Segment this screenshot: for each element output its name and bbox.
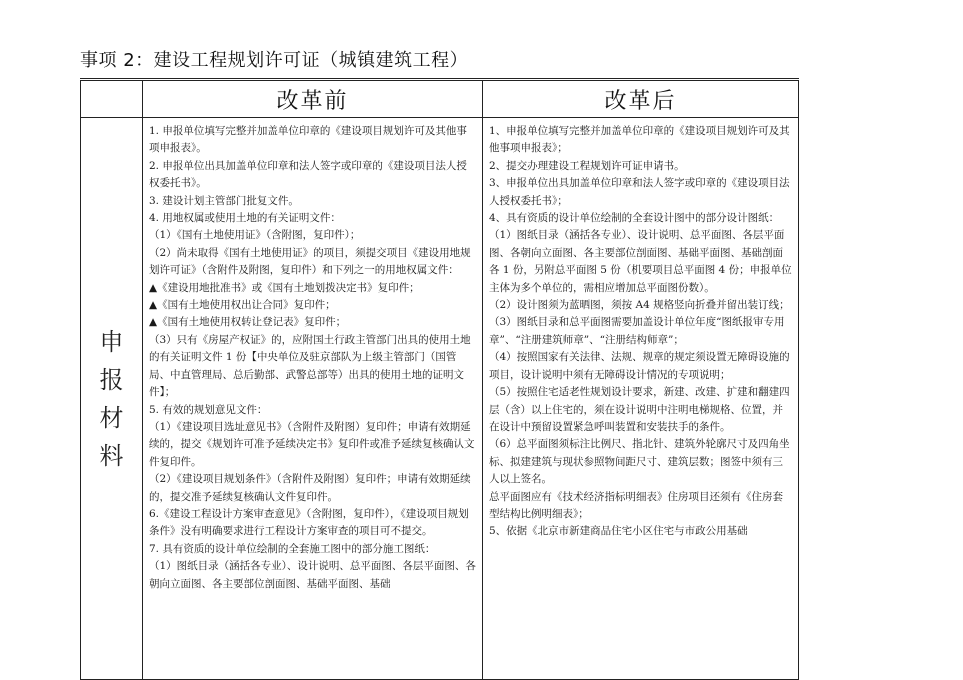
header-corner-cell <box>81 80 143 118</box>
after-line: （5）按照住宅适老性规划设计要求，新建、改建、扩建和翻建四层（含）以上住宅的，须在设计说明中注明电梯规格、位置，并在设计中预留设置紧急呼叫装置和安装扶手的条件。 <box>489 386 790 433</box>
after-line: 3、申报单位出具加盖单位印章和法人签字或印章的《建设项目法人授权委托书》； <box>489 177 790 207</box>
before-column <box>143 118 483 680</box>
before-line: 3. 建设计划主管部门批复文件。 <box>149 194 299 207</box>
after-line: （4）按照国家有关法律、法规、规章的规定须设置无障碍设施的项目，设计说明中须有无障碍设计情况的专项说明； <box>489 351 790 381</box>
header-after: 改革后 <box>483 80 799 118</box>
before-line: ▲《国有土地使用权出让合同》复印件； <box>149 299 336 312</box>
before-line: 1. 申报单位填写完整并加盖单位印章的《建设项目规划许可及其他事项申报表》。 <box>149 125 467 155</box>
row-label-char: 材 <box>99 403 124 432</box>
after-column <box>483 118 799 680</box>
row-label-char: 申 <box>99 327 124 356</box>
header-row <box>81 80 799 118</box>
before-line: 7. 具有资质的设计单位绘制的全套施工图中的部分施工图纸： <box>149 542 436 555</box>
after-line: 5、依据《北京市新建商品住宅小区住宅与市政公用基础 <box>489 525 748 538</box>
before-line: （2）《建设项目规划条件》（含附件及附图）复印件；申请有效期延续的，提交准予延续复核确认文件复印件。 <box>149 473 471 503</box>
page-title: 事项 2：建设工程规划许可证（城镇建筑工程） <box>80 50 469 71</box>
before-line: （3）只有《房屋产权证》的，应附国土行政主管部门出具的使用土地的有关证明文件 1 份【中央单位及驻京部队为上级主管部门（国管局、中直管理局、总后勤部、武警总部等）出具的使用土地的证明文件】； <box>149 333 471 399</box>
requirements-table <box>80 78 799 680</box>
row-label-char: 料 <box>99 441 124 470</box>
row-label-materials <box>81 118 143 680</box>
after-line: 1、申报单位填写完整并加盖单位印章的《建设项目规划许可及其他事项申报表》； <box>489 125 790 155</box>
before-line: （1）《建设项目选址意见书》（含附件及附图）复印件；申请有效期延续的，提交《规划许可准予延续决定书》复印件或准予延续复核确认文件复印件。 <box>149 420 475 468</box>
after-line: （2）设计图须为蓝晒图，须按 A4 规格竖向折叠并留出装订线； <box>489 299 790 312</box>
before-line: ▲《国有土地使用权转让登记表》复印件； <box>149 316 347 329</box>
before-line: （1）图纸目录（涵括各专业）、设计说明、总平面图、各层平面图、各朝向立面图、各主要部位剖面图、基础平面图、基础 <box>149 560 476 590</box>
after-line: 总平面图应有《技术经济指标明细表》住房项目还须有《住房套型结构比例明细表》； <box>489 490 783 520</box>
before-line: （1）《国有土地使用证》（含附图，复印件）； <box>149 229 361 242</box>
after-line: （3）图纸目录和总平面图需要加盖设计单位年度“图纸报审专用章”、“注册建筑师章”、“注册结构师章”； <box>489 316 785 346</box>
row-label-char: 报 <box>99 365 124 394</box>
after-line: 2、提交办理建设工程规划许可证申请书。 <box>489 159 685 172</box>
after-line: （1）图纸目录（涵括各专业）、设计说明、总平面图、各层平面图、各朝向立面图、各主要部位剖面图、基础平面图、基础剖面各 1 份，另附总平面图 5 份（机要项目总平面图 4 份；申报单位主体为多个单位的，需相应增加总平面图份数）。 <box>489 229 792 294</box>
header-before: 改革前 <box>143 80 483 118</box>
before-line: 6.《建设工程设计方案审查意见》（含附图，复印件），《建设项目规划条件》没有明确要求进行工程设计方案审查的项目可不提交。 <box>149 507 469 538</box>
before-line: 5. 有效的规划意见文件： <box>149 403 268 416</box>
before-line: （2）尚未取得《国有土地使用证》的项目，须提交项目《建设用地规划许可证》（含附件及附图，复印件）和下列之一的用地权属文件： <box>149 246 471 277</box>
after-line: （6）总平面图须标注比例尺、指北针、建筑外轮廓尺寸及四角坐标、拟建建筑与现状参照物间距尺寸、建筑层数；图签中须有三人以上签名。 <box>489 438 790 486</box>
materials-row <box>81 118 799 680</box>
before-line: 4. 用地权属或使用土地的有关证明文件： <box>149 212 341 225</box>
after-line: 4、具有资质的设计单位绘制的全套设计图中的部分设计图纸： <box>489 212 780 225</box>
before-line: 2. 申报单位出具加盖单位印章和法人签字或印章的《建设项目法人授权委托书》。 <box>149 159 467 190</box>
before-line: ▲《建设用地批准书》或《国有土地划拨决定书》复印件； <box>149 281 420 294</box>
